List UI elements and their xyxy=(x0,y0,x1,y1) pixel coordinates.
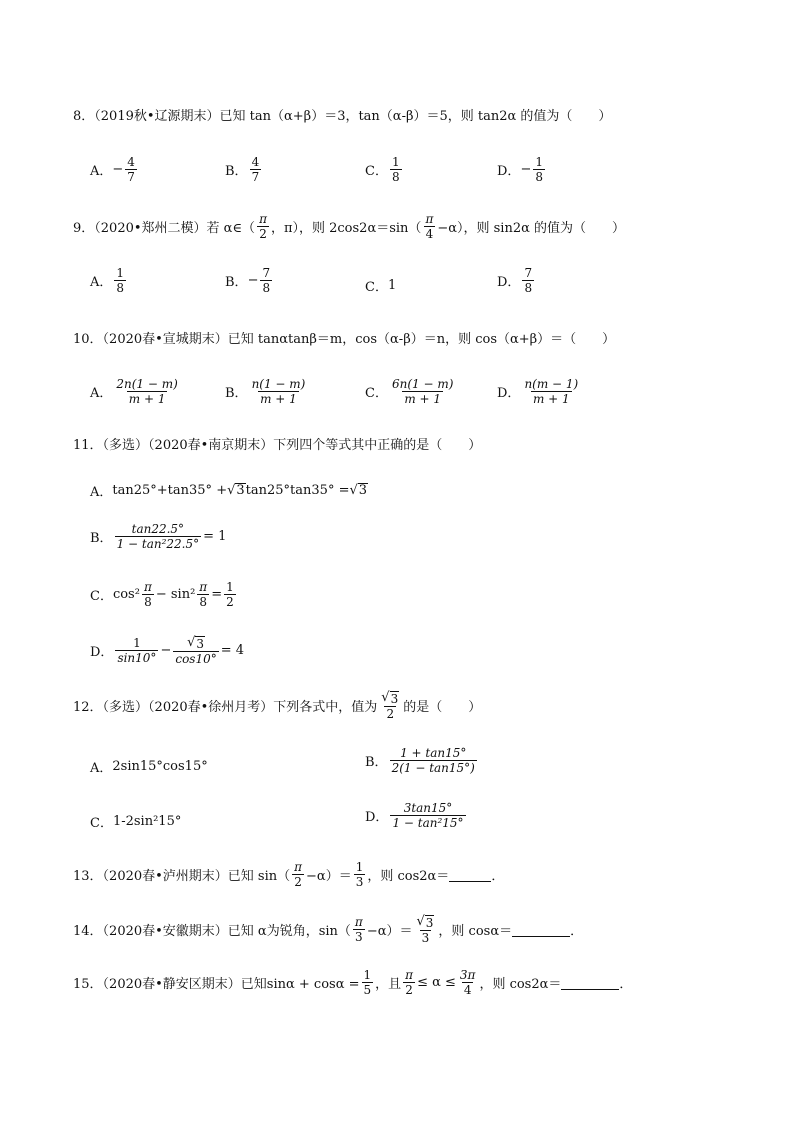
fraction xyxy=(390,801,465,830)
stem-text: 的是（ ） xyxy=(403,700,482,715)
denominator: 3 xyxy=(421,931,430,945)
numerator: 1 xyxy=(535,155,543,169)
fraction xyxy=(522,377,580,406)
denominator: 3 xyxy=(355,930,363,944)
denominator: 5 xyxy=(363,983,372,997)
sqrt: √ 3 xyxy=(381,690,399,706)
q8-option-c xyxy=(365,155,404,184)
stem-text: −α）＝ xyxy=(366,924,413,939)
stem-text: −α）＝ xyxy=(306,869,352,884)
fraction xyxy=(250,377,308,406)
denominator: 8 xyxy=(535,170,543,184)
q10-option-d xyxy=(497,377,582,406)
denominator: m + 1 xyxy=(532,392,570,406)
option-label: A． xyxy=(90,485,113,500)
question-12-stem xyxy=(73,690,481,721)
sqrt: √ 3 xyxy=(187,635,204,651)
option-label: C． xyxy=(90,816,113,831)
fraction xyxy=(197,580,209,609)
fraction xyxy=(390,746,477,775)
option-text: = 1 xyxy=(203,529,227,544)
option-label: D． xyxy=(497,275,521,290)
denominator: 8 xyxy=(144,595,152,609)
answer-blank[interactable] xyxy=(561,975,619,990)
option-text: 1 xyxy=(387,278,397,293)
fraction xyxy=(260,266,272,295)
denominator: 1 − tan²15° xyxy=(392,816,464,830)
denominator: 8 xyxy=(199,595,208,609)
radicand: 3 xyxy=(358,483,368,498)
numerator: π xyxy=(259,212,267,226)
numerator: 1 + tan15° xyxy=(400,746,467,760)
fraction xyxy=(353,915,365,944)
denominator: cos10° xyxy=(175,652,217,666)
fraction xyxy=(125,155,137,184)
option-text: cos² xyxy=(112,587,140,602)
stem-text: 13．（2020春•泸州期末）已知 sin（ xyxy=(73,869,291,884)
option-text: 2sin15°cos15° xyxy=(112,759,208,774)
denominator: 2 xyxy=(294,875,302,889)
option-label: D． xyxy=(90,645,114,660)
q10-option-b xyxy=(225,377,309,406)
numerator: 6n(1 − m) xyxy=(391,377,454,391)
q10-option-a xyxy=(90,377,182,406)
numerator: 4 xyxy=(127,155,135,169)
option-text: tan25°+tan35° + xyxy=(112,483,228,498)
option-text: 1-2sin²15° xyxy=(112,814,182,829)
answer-blank[interactable] xyxy=(512,922,570,937)
fraction xyxy=(250,155,262,184)
stem-text: ． xyxy=(619,977,633,992)
numerator: 1 xyxy=(226,580,234,594)
stem-text: −α），则 sin2α 的值为（ ） xyxy=(437,221,626,236)
denominator: 1 − tan²22.5° xyxy=(116,537,200,551)
denominator: 4 xyxy=(425,227,434,241)
denominator: 8 xyxy=(116,281,125,295)
denominator: 7 xyxy=(251,170,260,184)
numerator: 1 xyxy=(116,266,125,280)
option-label: A． xyxy=(90,386,113,401)
option-label: C． xyxy=(365,280,388,295)
sqrt: √ 3 xyxy=(349,483,368,498)
q8-option-a xyxy=(90,155,139,184)
q12-option-b xyxy=(365,746,479,775)
radicand: 3 xyxy=(236,483,245,498)
option-label: C． xyxy=(365,386,388,401)
fraction xyxy=(390,377,455,406)
stem-text: ． xyxy=(491,869,505,884)
fraction xyxy=(257,212,269,241)
fraction xyxy=(114,377,179,406)
numerator: 4 xyxy=(251,155,260,169)
option-text: − xyxy=(160,643,172,658)
numerator: π xyxy=(294,860,303,874)
numerator: π xyxy=(425,212,434,226)
stem-text: ，且 xyxy=(375,977,402,992)
fraction xyxy=(354,860,366,889)
numerator: π xyxy=(143,580,152,594)
option-label: A． xyxy=(90,761,113,776)
numerator: 1 xyxy=(363,968,372,982)
numerator: 3tan15° xyxy=(403,801,453,815)
denominator: 4 xyxy=(463,983,472,997)
question-14-stem xyxy=(73,914,583,945)
stem-text: ． xyxy=(570,924,584,939)
numerator: 1 xyxy=(355,860,364,874)
numerator: π xyxy=(405,968,414,982)
fraction xyxy=(114,266,126,295)
option-label: D． xyxy=(497,386,521,401)
sign: − xyxy=(520,162,532,177)
q10-option-c xyxy=(365,377,457,406)
question-8-stem: 8．（2019秋•辽源期末）已知 tan（α+β）＝3，tan（α-β）＝5，则 tan2α 的值为（ ） xyxy=(73,109,612,124)
option-label: D． xyxy=(365,810,389,825)
stem-text: 15．（2020春•静安区期末）已知sinα + cosα = xyxy=(73,977,360,992)
stem-text: 9．（2020•郑州二模）若 α∈（ xyxy=(73,221,256,236)
denominator: 7 xyxy=(127,170,135,184)
fraction xyxy=(423,212,435,241)
q12-option-d xyxy=(365,801,468,830)
q9-option-b xyxy=(225,266,274,295)
fraction xyxy=(115,636,158,665)
q9-option-a xyxy=(90,266,128,295)
option-label: A． xyxy=(90,164,113,179)
option-label: B． xyxy=(225,275,248,290)
option-text: = 4 xyxy=(220,643,245,658)
fraction xyxy=(414,914,436,945)
q8-option-b xyxy=(225,155,263,184)
q9-option-d xyxy=(497,266,536,295)
q11-option-a xyxy=(90,481,368,500)
option-label: A． xyxy=(90,275,113,290)
fraction xyxy=(142,580,154,609)
sign: − xyxy=(247,273,259,288)
denominator: 2 xyxy=(259,227,267,241)
denominator: 8 xyxy=(524,281,533,295)
sqrt: √ 3 xyxy=(227,483,245,498)
answer-blank[interactable] xyxy=(449,867,491,882)
option-label: B． xyxy=(225,164,248,179)
fraction xyxy=(292,860,304,889)
q11-option-b xyxy=(90,522,226,551)
stem-text: ，则 cosα＝ xyxy=(438,924,513,939)
question-11-stem: 11．（多选）（2020春•南京期末）下列四个等式其中正确的是（ ） xyxy=(73,438,482,453)
denominator: 8 xyxy=(391,170,400,184)
denominator: sin10° xyxy=(117,651,157,665)
stem-text: ，则 cos2α＝ xyxy=(479,977,562,992)
numerator: 3π xyxy=(459,968,476,982)
denominator: 3 xyxy=(355,875,364,889)
q8-option-d xyxy=(497,155,547,184)
option-text: = xyxy=(211,587,223,602)
option-label: B． xyxy=(365,755,388,770)
stem-text: 14．（2020春•安徽期末）已知 α为锐角，sin（ xyxy=(73,924,351,939)
denominator: 2(1 − tan15°) xyxy=(391,761,475,775)
numerator: 1 xyxy=(133,636,141,650)
q9-option-c xyxy=(365,276,396,295)
fraction xyxy=(533,155,545,184)
radicand: 3 xyxy=(196,637,204,651)
fraction xyxy=(379,690,401,721)
q11-option-d xyxy=(90,635,244,666)
question-9-stem xyxy=(73,212,625,241)
radicand: 3 xyxy=(425,916,434,930)
numerator: π xyxy=(199,580,208,594)
numerator: 7 xyxy=(524,266,533,280)
option-label: C． xyxy=(365,164,388,179)
option-label: B． xyxy=(225,386,248,401)
denominator: m + 1 xyxy=(404,392,442,406)
denominator: m + 1 xyxy=(260,392,297,406)
stem-text: 12．（多选）（2020春•徐州月考）下列各式中，值为 xyxy=(73,700,378,715)
denominator: m + 1 xyxy=(128,392,166,406)
numerator: 7 xyxy=(262,266,271,280)
q11-option-c xyxy=(90,580,238,609)
question-15-stem xyxy=(73,968,632,997)
numerator: 2n(1 − m) xyxy=(116,377,178,391)
option-text: tan25°tan35° = xyxy=(245,483,350,498)
question-10-stem: 10．（2020春•宣城期末）已知 tanαtanβ＝m，cos（α-β）＝n，则 cos（α+β）＝（ ） xyxy=(73,332,616,347)
numerator: 1 xyxy=(391,155,400,169)
sign: − xyxy=(112,162,124,177)
stem-text: ≤ α ≤ xyxy=(417,975,456,990)
denominator: 2 xyxy=(405,983,413,997)
fraction xyxy=(173,635,218,666)
stem-text: ，π），则 2cos2α＝sin（ xyxy=(270,221,422,236)
denominator: 8 xyxy=(262,281,271,295)
option-label: C． xyxy=(90,589,113,604)
fraction xyxy=(390,155,402,184)
fraction xyxy=(115,522,202,551)
fraction xyxy=(403,968,415,997)
numerator: π xyxy=(354,915,363,929)
radicand: 3 xyxy=(390,692,399,706)
sqrt: √ 3 xyxy=(416,914,434,930)
numerator: n(1 − m) xyxy=(251,377,306,391)
option-label: B． xyxy=(90,531,113,546)
fraction xyxy=(458,968,478,997)
question-13-stem xyxy=(73,860,504,889)
denominator: 2 xyxy=(386,707,395,721)
option-text: − sin² xyxy=(155,587,196,602)
q12-option-c xyxy=(90,812,181,831)
q12-option-a xyxy=(90,757,208,776)
fraction xyxy=(224,580,236,609)
option-label: D． xyxy=(497,164,521,179)
fraction xyxy=(522,266,534,295)
fraction xyxy=(362,968,374,997)
stem-text: ，则 cos2α＝ xyxy=(367,869,450,884)
numerator: n(m − 1) xyxy=(524,377,579,391)
numerator: tan22.5° xyxy=(131,522,185,536)
denominator: 2 xyxy=(226,595,234,609)
